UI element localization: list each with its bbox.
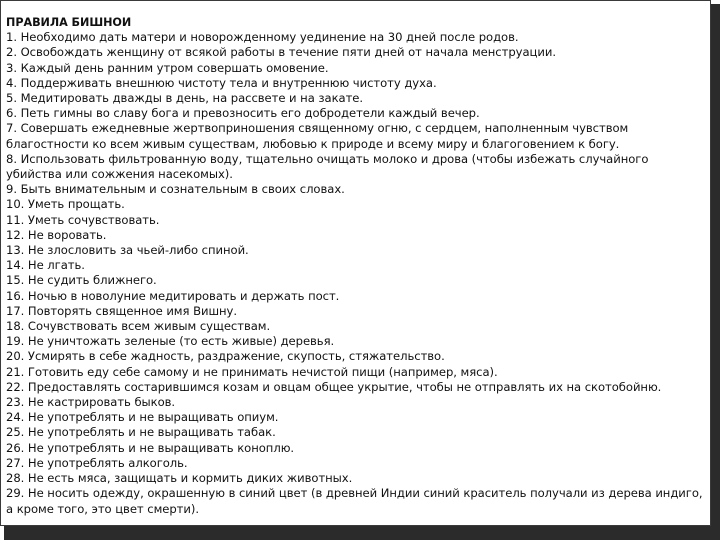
rule-item: 4. Поддерживать внешнюю чистоту тела и внутреннюю чистоту духа. (6, 75, 437, 90)
rule-item: 25. Не употреблять и не выращивать табак. (6, 425, 276, 440)
rule-item: 5. Медитировать дважды в день, на рассвете и на закате. (6, 91, 363, 106)
rule-item: 15. Не судить ближнего. (6, 273, 157, 288)
frame-shadow-bottom (4, 526, 720, 540)
rule-item: 7. Совершать ежедневные жертвоприношения священному огню, с сердцем, наполненным чувством благостности ко всем живым существам, любовью к природе и всему миру и благоговением к богу. (6, 121, 629, 151)
rule-item: 16. Ночью в новолуние медитировать и держать пост. (6, 288, 340, 303)
rule-item: 20. Усмирять в себе жадность, раздражение, скупость, стяжательство. (6, 349, 445, 364)
rule-item: 2. Освобождать женщину от всякой работы в течение пяти дней от начала менструации. (6, 45, 556, 60)
rule-item: 6. Петь гимны во славу бога и превозносить его добродетели каждый вечер. (6, 106, 480, 121)
rule-item: 22. Предоставлять состарившимся козам и овцам общее укрытие, чтобы не отправлять их на скотобойню. (6, 379, 662, 394)
rule-item: 11. Уметь сочувствовать. (6, 212, 160, 227)
document-body (6, 15, 706, 517)
frame-shadow-right (711, 4, 720, 540)
rule-item: 29. Не носить одежду, окрашенную в синий цвет (в древней Индии синий краситель получали из дерева индиго, а кроме того, это цвет смерти). (6, 486, 703, 516)
rule-item: 13. Не злословить за чьей-либо спиной. (6, 243, 249, 258)
rule-item: 1. Необходимо дать матери и новорожденному уединение на 30 дней после родов. (6, 30, 519, 45)
rule-item: 9. Быть внимательным и сознательным в своих словах. (6, 182, 345, 197)
rule-item: 14. Не лгать. (6, 258, 85, 273)
rule-item: 10. Уметь прощать. (6, 197, 125, 212)
rule-item: 3. Каждый день ранним утром совершать омовение. (6, 60, 329, 75)
rule-item: 27. Не употреблять алкоголь. (6, 455, 188, 470)
rule-item: 21. Готовить еду себе самому и не принимать нечистой пищи (например, мяса). (6, 364, 498, 379)
rule-item: 19. Не уничтожать зеленые (то есть живые) деревья. (6, 334, 335, 349)
rule-item: 17. Повторять священное имя Вишну. (6, 303, 237, 318)
rule-item: 23. Не кастрировать быков. (6, 395, 176, 410)
rule-item: 18. Сочувствовать всем живым существам. (6, 319, 271, 334)
rule-item: 12. Не воровать. (6, 227, 107, 242)
rule-item: 28. Не есть мяса, защищать и кормить диких животных. (6, 471, 353, 486)
document-title: ПРАВИЛА БИШНОИ (6, 16, 132, 29)
rule-item: 26. Не употреблять и не выращивать коноплю. (6, 440, 295, 455)
rule-item: 8. Использовать фильтрованную воду, тщательно очищать молоко и дрова (чтобы избежать случайного убийства или сожжения насекомых). (6, 151, 649, 182)
rule-item: 24. Не употреблять и не выращивать опиум. (6, 410, 279, 425)
